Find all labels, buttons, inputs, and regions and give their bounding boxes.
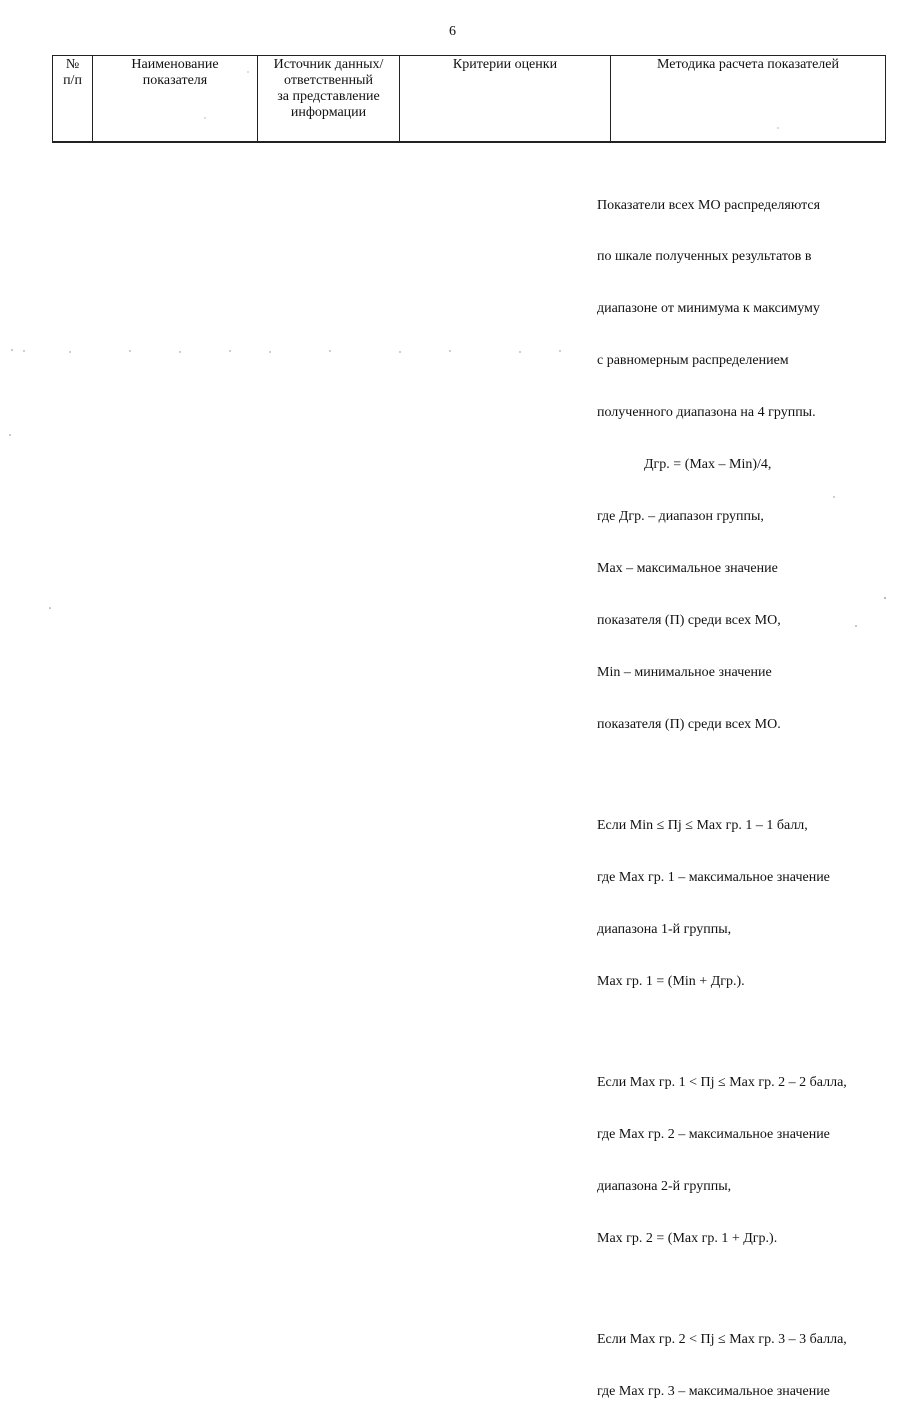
method-line: показателя (П) среди всех МО,: [597, 612, 781, 628]
method-line: диапазона 1-й группы,: [597, 921, 732, 937]
method-line: где Max гр. 1 – максимальное значение: [597, 869, 830, 885]
column-header-number: [53, 56, 93, 143]
method-line: с равномерным распределением: [597, 353, 789, 369]
column-header-methodology: [611, 56, 886, 143]
paragraph-gap: [597, 1025, 897, 1040]
method-line: Max – максимальное значение: [597, 560, 778, 576]
method-line: полученного диапазона на 4 группы.: [597, 405, 816, 421]
method-line: Если Min ≤ Пj ≤ Max гр. 1 – 1 балл,: [597, 817, 808, 833]
method-line: Если Max гр. 1 < Пj ≤ Max гр. 2 – 2 балла,: [597, 1075, 847, 1091]
method-line: Max гр. 2 = (Max гр. 1 + Дгр.).: [597, 1230, 778, 1246]
header-source-line: ответственный: [284, 73, 373, 88]
header-method-line: Методика расчета показателей: [656, 57, 840, 72]
method-line: Max гр. 1 = (Min + Дгр.).: [597, 973, 745, 989]
method-line: где Дгр. – диапазон группы,: [597, 508, 764, 524]
method-line: Показатели всех МО распределяются: [597, 197, 821, 213]
header-source-line: за представление: [277, 89, 380, 104]
method-line: Если Max гр. 2 < Пj ≤ Max гр. 3 – 3 балла,: [597, 1332, 847, 1348]
method-line: показателя (П) среди всех МО.: [597, 716, 781, 732]
page-number: 6: [449, 24, 456, 39]
header-source-line: Источник данных/: [273, 57, 384, 72]
header-name-line: Наименование: [131, 57, 219, 72]
paragraph-gap: [597, 767, 897, 782]
method-line: где Max гр. 2 – максимальное значение: [597, 1127, 830, 1143]
method-line: по шкале полученных результатов в: [597, 249, 812, 265]
method-line: диапазона 2-й группы,: [597, 1178, 732, 1194]
column-header-indicator-name: [93, 56, 258, 143]
header-num-line: №: [65, 57, 80, 72]
column-header-criteria: [400, 56, 611, 143]
header-name-line: показателя: [142, 73, 208, 88]
method-line: где Max гр. 3 – максимальное значение: [597, 1384, 830, 1400]
header-num-line: п/п: [63, 73, 82, 88]
method-formula-line: Дгр. = (Max – Min)/4,: [644, 457, 772, 473]
header-source-line: информации: [290, 105, 367, 120]
table-header: [52, 55, 886, 143]
column-header-data-source: [258, 56, 400, 143]
methodology-text: [597, 162, 897, 1418]
method-line: Min – минимальное значение: [597, 664, 772, 680]
method-line: диапазоне от минимума к максимуму: [597, 301, 820, 317]
header-criteria-line: Критерии оценки: [452, 57, 558, 72]
table-header-row: [53, 56, 886, 143]
paragraph-gap: [597, 1282, 897, 1297]
